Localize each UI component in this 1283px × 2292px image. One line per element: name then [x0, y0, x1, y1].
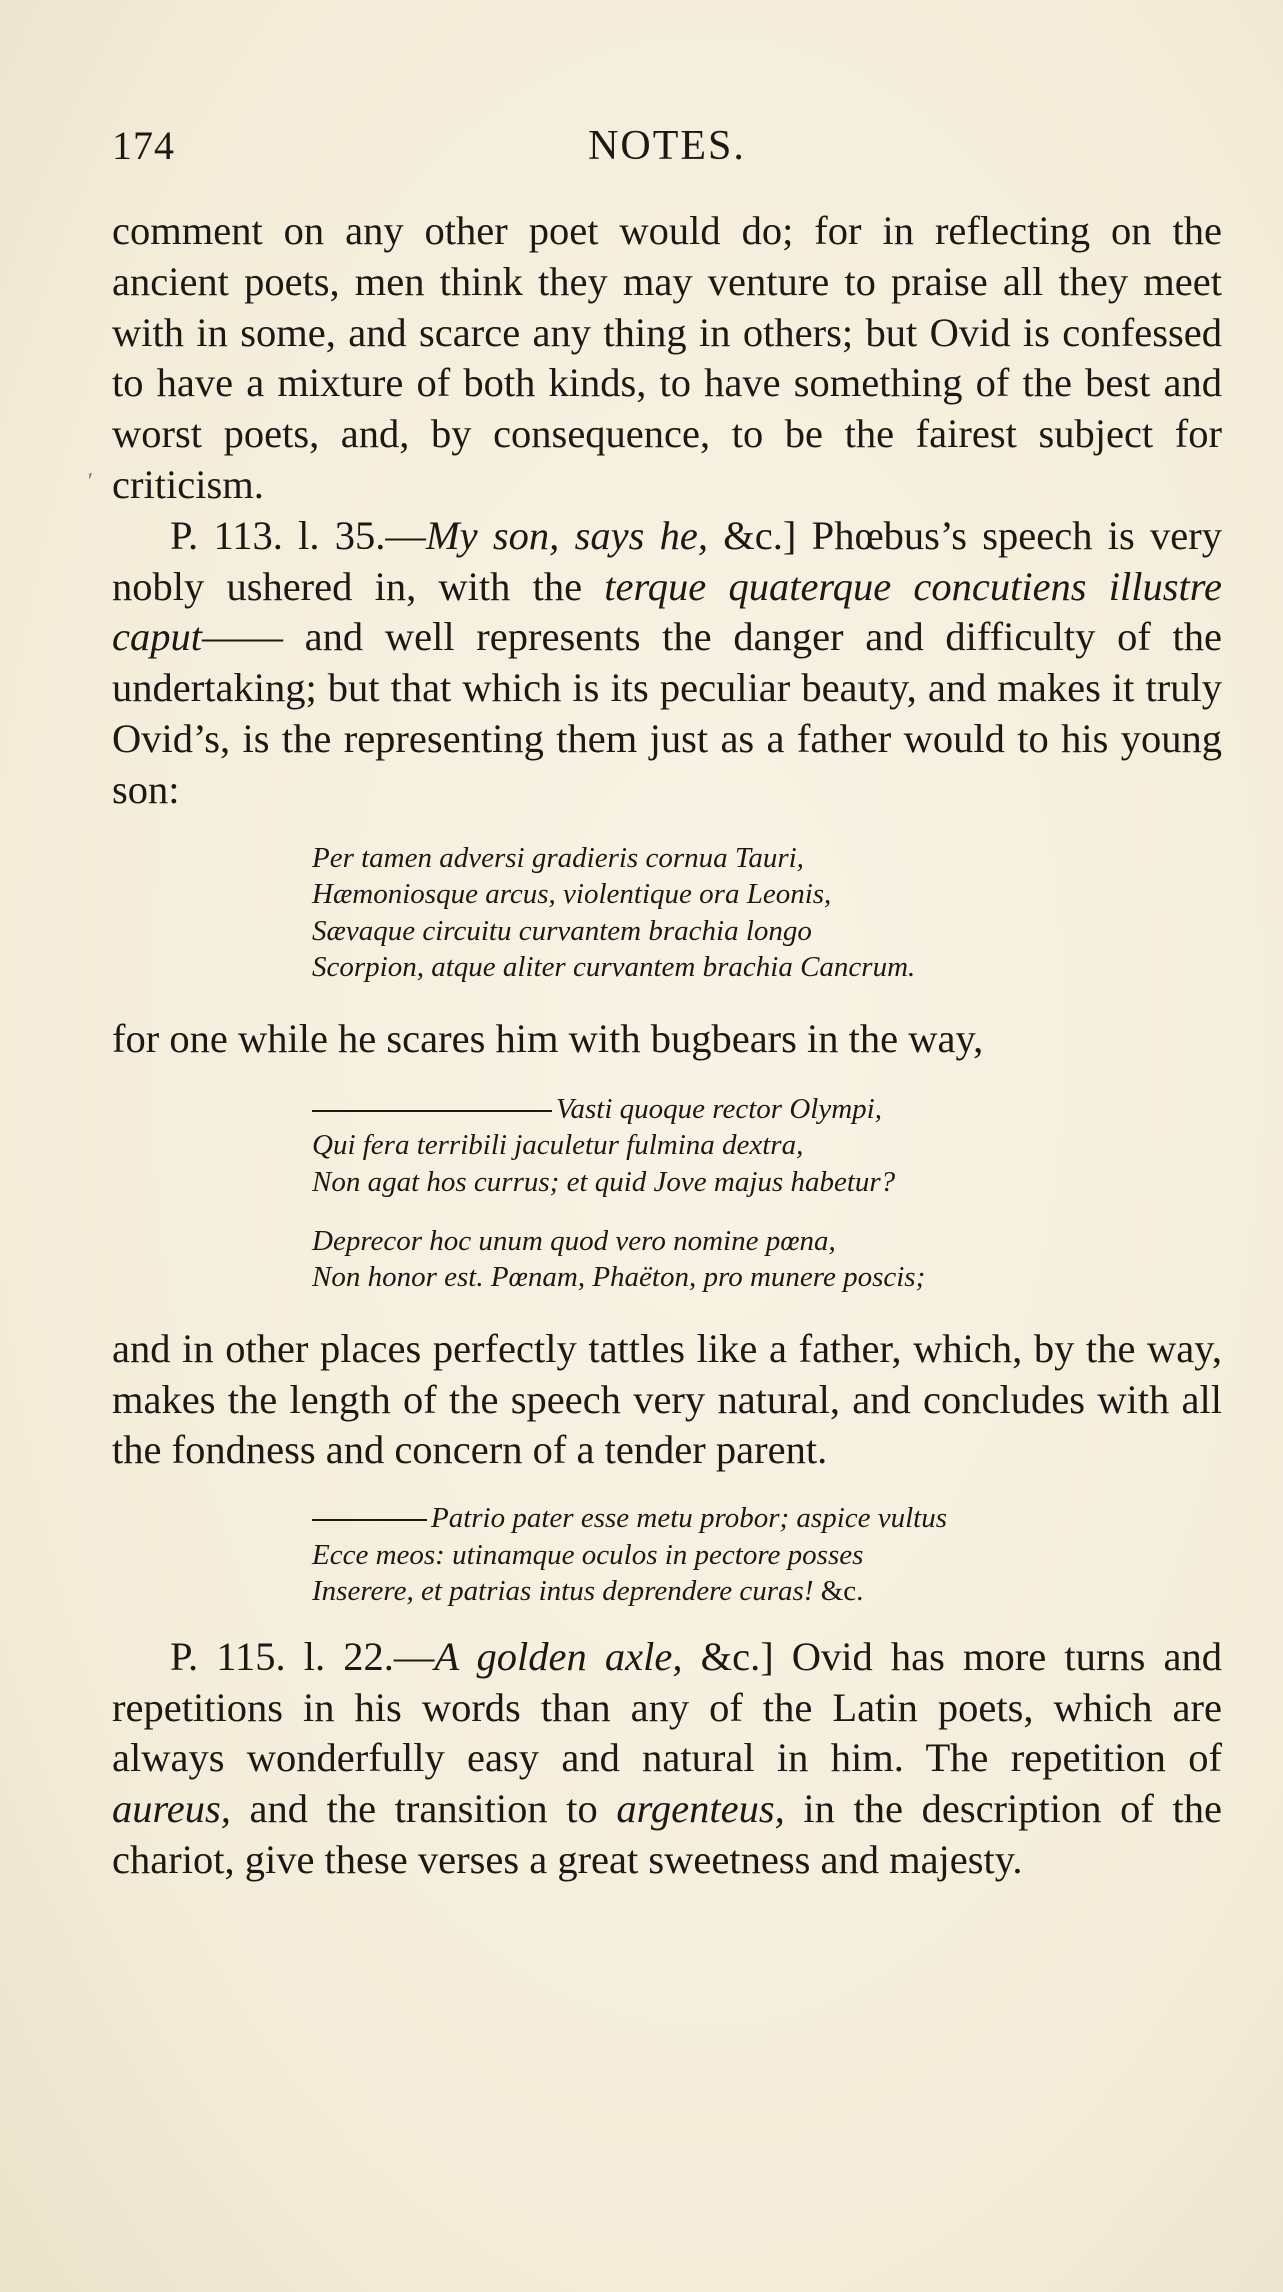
verse-dash-leader	[312, 1519, 427, 1521]
verse-line: Scorpion, atque aliter curvantem brachia Cancrum.	[312, 951, 916, 984]
running-head: NOTES.	[588, 123, 746, 169]
note-lemma: My son, says he,	[425, 512, 708, 558]
latin-word: argenteus,	[616, 1786, 785, 1832]
latin-quote: terque quaterque concutiens illustre caput	[112, 563, 1223, 660]
note-lemma: A golden axle,	[434, 1633, 683, 1679]
note-etc: &c.]	[682, 1633, 774, 1679]
note-text: Phœbus’s speech is very nobly ushered in, with the	[112, 512, 1222, 609]
verse-quotation-3	[112, 1223, 1222, 1296]
verse-line-final	[312, 1573, 1222, 1610]
latin-word: aureus,	[112, 1786, 231, 1832]
verse-line: Patrio pater esse metu probor; aspice vultus	[431, 1502, 948, 1535]
note-text: and the transition to	[230, 1786, 617, 1832]
notes-body	[112, 206, 1222, 1886]
margin-tick-mark: ʹ	[88, 468, 93, 493]
verse-dash-leader	[312, 1110, 552, 1112]
verse-line: Sævaque circuitu curvantem brachia longo	[312, 914, 812, 947]
note-p115	[112, 1632, 1222, 1886]
verse-line: Hæmoniosque arcus, violentique ora Leonis,	[312, 878, 832, 911]
verse-line: Deprecor hoc unum quod vero nomine pœna,	[312, 1224, 836, 1257]
verse-line: Per tamen adversi gradieris cornua Tauri,	[312, 841, 804, 874]
verse-line: Qui fera terribili jaculetur fulmina dextra,	[312, 1129, 804, 1162]
note-etc: &c.]	[707, 512, 797, 558]
note-text: Ovid has more turns and repetitions in his words than any of the Latin poets, which are always wonderfully easy and natural in him. The repetition of	[112, 1633, 1222, 1781]
verse-line-leader	[312, 1500, 1222, 1537]
note-text: in the description of the chariot, give these verses a great sweetness and majesty.	[112, 1786, 1222, 1883]
paragraph-bugbears: for one while he scares him with bugbears in the way,	[112, 1015, 984, 1061]
verse-line: Inserere, et patrias intus deprendere curas!	[312, 1575, 814, 1608]
paragraph-tattles: and in other places perfectly tattles like a father, which, by the way, makes the length of the speech very natural, and concludes with all the fondness and concern of a tender parent.	[112, 1325, 1222, 1473]
note-reference: P. 113. l. 35.—	[170, 512, 426, 558]
em-dash: ——	[201, 614, 283, 660]
note-p113	[112, 511, 1222, 816]
verse-quotation-2	[112, 1091, 1222, 1201]
note-reference: P. 115. l. 22.—	[170, 1633, 435, 1679]
paragraph-continuation: comment on any other poet would do; for in reflecting on the ancient poets, men think they may venture to praise all they meet with in some, and scarce any thing in others; but Ovid is confessed to have a mixture of both kinds, to have something of the best and worst poets, and, by consequence, to be the fairest subject for criticism.	[112, 208, 1222, 507]
verse-line: Vasti quoque rector Olympi,	[556, 1092, 882, 1125]
page-number: 174	[112, 123, 175, 168]
verse-line: Non honor est. Pœnam, Phaëton, pro munere poscis;	[312, 1261, 926, 1294]
verse-etc: &c.	[813, 1575, 864, 1608]
page-header	[112, 122, 1222, 182]
verse-line-leader	[312, 1091, 1222, 1128]
verse-quotation-1	[112, 840, 1222, 986]
note-text: and well represents the danger and difficulty of the undertaking; but that which is its peculiar beauty, and makes it truly Ovid’s, is the representing them just as a father would to his young son:	[112, 614, 1222, 812]
verse-line: Non agat hos currus; et quid Jove majus habetur?	[312, 1165, 896, 1198]
verse-quotation-4	[112, 1500, 1222, 1610]
verse-line: Ecce meos: utinamque oculos in pectore posses	[312, 1538, 864, 1571]
